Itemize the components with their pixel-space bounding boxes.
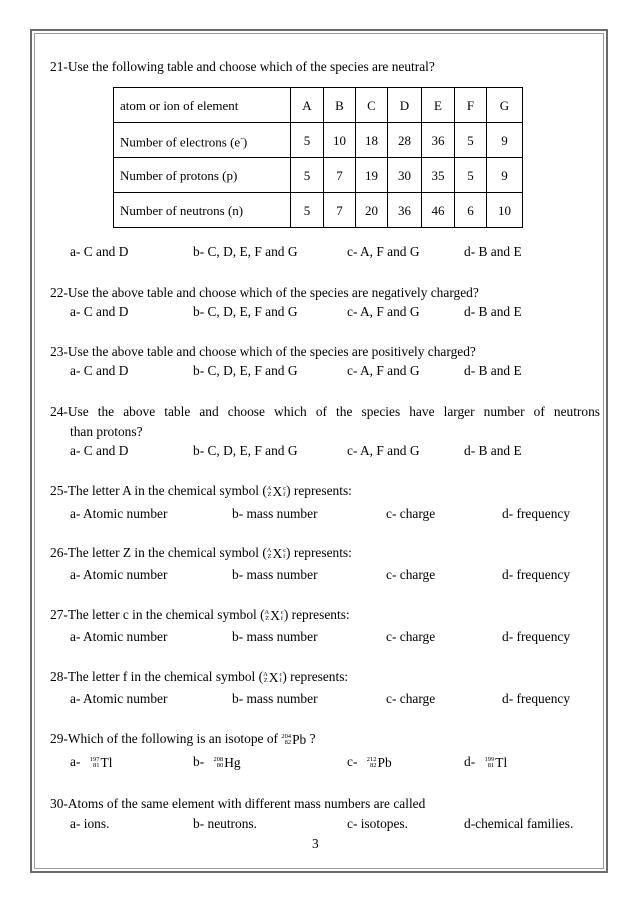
- isotope-symbol: Hg: [224, 754, 241, 770]
- electrons-label-close: ): [242, 134, 248, 150]
- q26-option-b[interactable]: b- mass number: [232, 567, 318, 582]
- isotope-numbers: [90, 757, 100, 769]
- q24-option-c[interactable]: c- A, F and G: [347, 443, 420, 458]
- table-header-cell: F: [455, 88, 487, 123]
- isotope-symbol: Pb: [292, 731, 307, 747]
- species-table: [113, 87, 523, 228]
- q23-option-c[interactable]: c- A, F and G: [347, 363, 420, 378]
- symbol-element-X: X: [272, 545, 283, 561]
- symbol-mass-A: A: [266, 546, 272, 554]
- q27-option-a[interactable]: a- Atomic number: [70, 629, 168, 644]
- isotope-symbol: Pb: [377, 754, 392, 770]
- q21-option-d[interactable]: d- B and E: [464, 244, 522, 259]
- question-25-text: [50, 483, 352, 500]
- symbol-postscripts: [283, 548, 286, 560]
- isotope-symbol: Tl: [100, 754, 113, 770]
- q29-option-c[interactable]: [347, 754, 392, 771]
- table-cell: 35: [422, 158, 455, 193]
- q27-option-b[interactable]: b- mass number: [232, 629, 318, 644]
- question-28-text: [50, 669, 348, 686]
- table-header-cell: B: [324, 88, 356, 123]
- q28-text-after: ) represents:: [282, 669, 349, 684]
- symbol-element-X: X: [268, 669, 279, 685]
- isotope-atomic-number: 81: [487, 761, 495, 769]
- q27-text-after: ) represents:: [283, 607, 350, 622]
- question-29-text: [50, 731, 316, 748]
- table-header-cell: D: [388, 88, 422, 123]
- table-header-cell: E: [422, 88, 455, 123]
- chemical-symbol-notation: [267, 545, 286, 562]
- isotope-atomic-number: 82: [284, 738, 292, 746]
- isotope-numbers: [281, 734, 291, 746]
- table-row-label: Number of neutrons (n): [114, 193, 291, 228]
- isotope-numbers: [214, 757, 224, 769]
- symbol-atomic-Z: Z: [267, 552, 272, 560]
- q26-text-after: ) represents:: [286, 545, 352, 560]
- q29-option-b[interactable]: [193, 754, 241, 771]
- q24-option-a[interactable]: a- C and D: [70, 443, 129, 458]
- q26-option-c[interactable]: c- charge: [386, 567, 436, 582]
- table-cell: 19: [356, 158, 388, 193]
- symbol-postscripts: [279, 672, 282, 684]
- question-26-text: [50, 545, 352, 562]
- symbol-f: f: [280, 614, 284, 622]
- symbol-element-X: X: [272, 483, 283, 499]
- table-cell: 10: [324, 123, 356, 158]
- q26-option-d[interactable]: d- frequency: [502, 567, 571, 582]
- table-cell: 5: [455, 123, 487, 158]
- question-22-text: 22-Use the above table and choose which of the species are negatively charged?: [50, 285, 479, 300]
- option-label: a-: [70, 754, 81, 769]
- chemical-symbol-notation: [263, 669, 282, 686]
- table-cell: 7: [324, 193, 356, 228]
- q22-option-d[interactable]: d- B and E: [464, 304, 522, 319]
- q22-option-a[interactable]: a- C and D: [70, 304, 129, 319]
- table-cell: 5: [291, 158, 324, 193]
- q29-option-d[interactable]: [464, 754, 507, 771]
- q25-text-after: ) represents:: [286, 483, 352, 498]
- option-label: b-: [193, 754, 205, 769]
- q22-option-c[interactable]: c- A, F and G: [347, 304, 420, 319]
- table-cell: 5: [455, 158, 487, 193]
- symbol-atomic-Z: Z: [263, 676, 268, 684]
- table-cell: 5: [291, 193, 324, 228]
- q28-option-a[interactable]: a- Atomic number: [70, 691, 168, 706]
- isotope-atomic-number: 81: [93, 761, 100, 769]
- isotope-option: [214, 754, 241, 771]
- isotope-atomic-number: 80: [216, 761, 224, 769]
- isotope-mass-number: 208: [213, 755, 224, 763]
- q26-text-before: 26-The letter Z in the chemical symbol (: [50, 545, 267, 560]
- q28-text-before: 28-The letter f in the chemical symbol (: [50, 669, 264, 684]
- table-row-label: [114, 123, 291, 158]
- page-number: 3: [312, 836, 319, 851]
- question-27-text: [50, 607, 350, 624]
- symbol-charge-c: c: [280, 608, 284, 616]
- q21-option-b[interactable]: b- C, D, E, F and G: [193, 244, 298, 259]
- symbol-charge-c: c: [283, 484, 287, 492]
- symbol-charge-c: c: [279, 670, 283, 678]
- table-row-protons: [114, 158, 523, 193]
- table-cell: 5: [291, 123, 324, 158]
- symbol-prescripts: [267, 486, 272, 498]
- question-21-text: 21-Use the following table and choose which of the species are neutral?: [50, 59, 435, 74]
- q21-option-a[interactable]: a- C and D: [70, 244, 129, 259]
- table-cell: 9: [487, 158, 523, 193]
- symbol-f: f: [283, 552, 286, 560]
- chemical-symbol-notation: [265, 607, 284, 624]
- symbol-atomic-Z: Z: [265, 614, 270, 622]
- q24-option-b[interactable]: b- C, D, E, F and G: [193, 443, 298, 458]
- q25-option-d[interactable]: d- frequency: [502, 506, 571, 521]
- symbol-f: f: [283, 490, 286, 498]
- isotope-mass-number: 199: [484, 755, 495, 763]
- table-cell: 46: [422, 193, 455, 228]
- table-header-cell: C: [356, 88, 388, 123]
- symbol-mass-A: A: [263, 670, 268, 678]
- isotope-mass-number: 197: [89, 755, 100, 763]
- table-cell: 20: [356, 193, 388, 228]
- table-cell: 30: [388, 158, 422, 193]
- electrons-label-text: Number of electrons (e: [120, 134, 241, 150]
- question-30-text: 30-Atoms of the same element with different mass numbers are called: [50, 796, 426, 811]
- q25-text-before: 25-The letter A in the chemical symbol (: [50, 483, 267, 498]
- symbol-atomic-Z: Z: [267, 490, 272, 498]
- symbol-charge-c: c: [283, 546, 287, 554]
- option-label: c-: [347, 754, 358, 769]
- q27-option-c[interactable]: c- charge: [386, 629, 436, 644]
- q27-text-before: 27-The letter c in the chemical symbol (: [50, 607, 265, 622]
- table-cell: 6: [455, 193, 487, 228]
- chemical-symbol-notation: [267, 483, 286, 500]
- question-23-text: 23-Use the above table and choose which of the species are positively charged?: [50, 344, 476, 359]
- q25-option-c[interactable]: c- charge: [386, 506, 436, 521]
- q30-option-c[interactable]: c- isotopes.: [347, 816, 408, 831]
- q23-option-a[interactable]: a- C and D: [70, 363, 129, 378]
- q30-option-a[interactable]: a- ions.: [70, 816, 110, 831]
- table-cell: 7: [324, 158, 356, 193]
- table-row-label: Number of protons (p): [114, 158, 291, 193]
- q21-option-c[interactable]: c- A, F and G: [347, 244, 420, 259]
- symbol-f: f: [279, 676, 282, 684]
- isotope-option: [367, 754, 392, 771]
- symbol-element-X: X: [270, 607, 280, 623]
- table-cell: 36: [388, 193, 422, 228]
- q30-option-d[interactable]: d-chemical families.: [464, 816, 574, 831]
- q25-option-b[interactable]: b- mass number: [232, 506, 318, 521]
- table-header-label: atom or ion of element: [114, 88, 291, 123]
- table-cell: 28: [388, 123, 422, 158]
- q23-option-b[interactable]: b- C, D, E, F and G: [193, 363, 298, 378]
- q29-text-after: ?: [306, 731, 316, 746]
- symbol-mass-A: A: [264, 608, 270, 616]
- isotope-numbers: [485, 757, 495, 769]
- symbol-postscripts: [281, 610, 284, 622]
- table-header-row: [114, 88, 523, 123]
- q26-option-a[interactable]: a- Atomic number: [70, 567, 168, 582]
- q28-option-d[interactable]: d- frequency: [502, 691, 571, 706]
- option-label: d-: [464, 754, 476, 769]
- table-cell: 9: [487, 123, 523, 158]
- table-cell: 18: [356, 123, 388, 158]
- q25-option-a[interactable]: a- Atomic number: [70, 506, 168, 521]
- q29-option-a[interactable]: [70, 754, 112, 771]
- table-row-neutrons: [114, 193, 523, 228]
- q29-text-before: 29-Which of the following is an isotope of: [50, 731, 282, 746]
- reference-isotope: [281, 731, 306, 748]
- table-header-cell: G: [487, 88, 523, 123]
- table-header-cell: A: [291, 88, 324, 123]
- symbol-mass-A: A: [266, 484, 272, 492]
- symbol-postscripts: [283, 486, 286, 498]
- table-row-electrons: [114, 123, 523, 158]
- isotope-mass-number: 204: [281, 732, 292, 740]
- isotope-option: [90, 754, 113, 771]
- q28-option-c[interactable]: c- charge: [386, 691, 436, 706]
- isotope-atomic-number: 82: [370, 761, 377, 769]
- isotope-numbers: [367, 757, 377, 769]
- isotope-symbol: Tl: [495, 754, 508, 770]
- symbol-prescripts: [263, 672, 268, 684]
- question-24-text-line2: than protons?: [70, 424, 143, 439]
- question-24-text-line1: 24-Use the above table and choose which of the species have larger number of neutrons: [50, 404, 600, 419]
- isotope-option: [485, 754, 508, 771]
- q23-option-d[interactable]: d- B and E: [464, 363, 522, 378]
- table-cell: 10: [487, 193, 523, 228]
- q24-option-d[interactable]: d- B and E: [464, 443, 522, 458]
- isotope-mass-number: 212: [366, 755, 377, 763]
- q27-option-d[interactable]: d- frequency: [502, 629, 571, 644]
- q30-option-b[interactable]: b- neutrons.: [193, 816, 257, 831]
- symbol-prescripts: [267, 548, 272, 560]
- q28-option-b[interactable]: b- mass number: [232, 691, 318, 706]
- q22-option-b[interactable]: b- C, D, E, F and G: [193, 304, 298, 319]
- table-cell: 36: [422, 123, 455, 158]
- electron-charge-superscript: -: [240, 133, 243, 143]
- symbol-prescripts: [265, 610, 270, 622]
